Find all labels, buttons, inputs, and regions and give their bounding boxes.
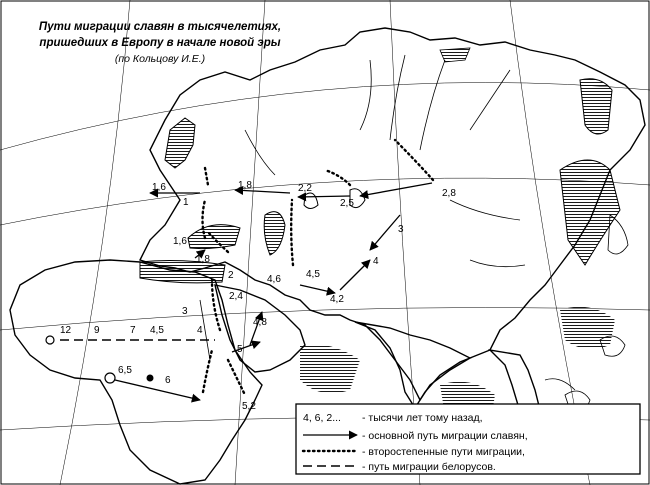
route-label: 4,2	[330, 294, 344, 305]
route-label: 6,5	[118, 365, 132, 376]
route-label: 2,2	[298, 183, 312, 194]
route-label: 4	[197, 325, 203, 336]
map-title-line-3: (по Кольцову И.Е.)	[114, 53, 206, 65]
route-label: 2	[228, 270, 234, 281]
route-main	[340, 260, 370, 290]
route-label: 3	[398, 224, 404, 235]
route-main	[115, 380, 200, 400]
route-secondary	[395, 140, 433, 180]
route-labels	[60, 180, 456, 412]
legend-item-main-route: - основной путь миграции славян,	[362, 430, 528, 442]
route-main	[370, 215, 400, 250]
route-start-point	[147, 375, 154, 382]
route-main	[298, 196, 350, 197]
route-label: 5	[237, 344, 243, 355]
route-label: 1,6	[173, 236, 187, 247]
legend	[296, 404, 640, 474]
legend-symbol-years: 4, 6, 2...	[303, 412, 341, 424]
route-label: 1	[183, 197, 189, 208]
map-title-line-1: Пути миграции славян в тысячелетиях,	[38, 21, 282, 33]
legend-item-years: - тысячи лет тому назад,	[362, 412, 483, 424]
legend-item-belarusian-route: - путь миграции белорусов.	[362, 461, 496, 473]
route-label: 2,8	[442, 188, 456, 199]
route-label: 4,5	[150, 325, 164, 336]
route-label: 9	[94, 325, 100, 336]
route-label: 4,8	[253, 317, 267, 328]
route-main	[360, 183, 432, 196]
route-label: 7	[130, 325, 136, 336]
route-label: 4,5	[306, 269, 320, 280]
route-secondary	[205, 168, 208, 185]
route-secondary	[325, 170, 350, 185]
route-label: 4	[373, 256, 379, 267]
route-secondary	[203, 350, 212, 392]
route-label: 6	[165, 375, 171, 386]
route-label: 2,5	[340, 198, 354, 209]
route-label: 4,6	[267, 274, 281, 285]
route-main	[300, 285, 335, 293]
route-label: 3	[182, 306, 188, 317]
legend-item-secondary-route: - второстепенные пути миграции,	[362, 446, 525, 458]
route-label: 1,8	[196, 254, 210, 265]
route-label: 1,6	[152, 182, 166, 193]
route-start-point	[46, 336, 54, 344]
route-label: 1,8	[238, 180, 252, 191]
route-label: 2,4	[229, 291, 243, 302]
route-label: 12	[60, 325, 72, 336]
route-secondary	[203, 200, 206, 238]
rivers	[200, 55, 525, 360]
route-start-point	[105, 373, 115, 383]
map-title-line-2: пришедших в Европу в начале новой эры	[39, 37, 281, 49]
route-secondary	[291, 200, 293, 265]
africa-coastline	[10, 260, 262, 484]
route-label: 5,2	[242, 401, 256, 412]
